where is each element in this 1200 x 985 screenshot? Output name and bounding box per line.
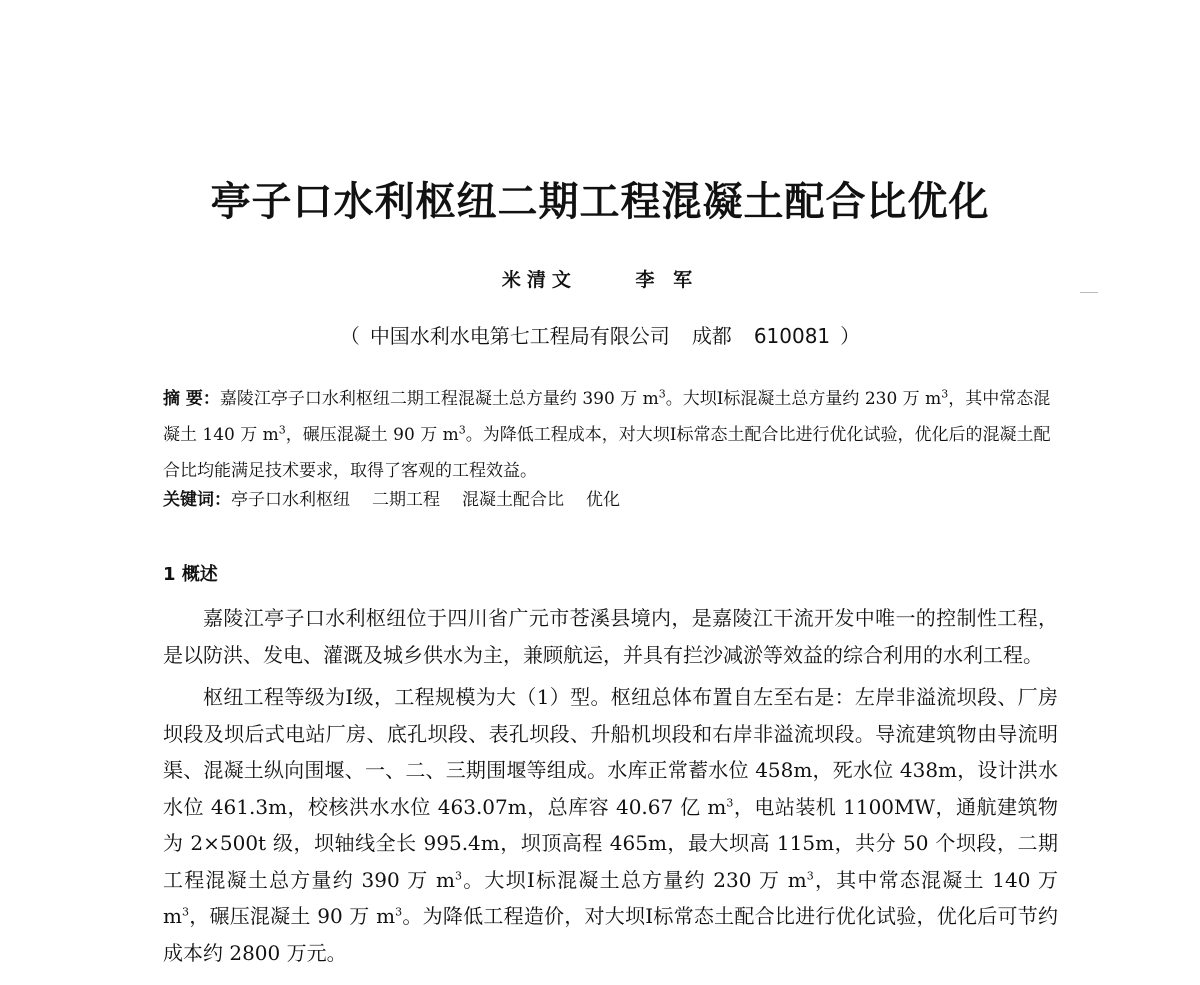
affiliation-postcode: 610081 <box>753 324 831 348</box>
paragraph-2-text-1: 枢纽工程等级为Ⅰ级，工程规模为大（1）型。枢纽总体布置自左至右是：左岸非溢流坝段、厂房坝段及坝后式电站厂房、底孔坝段、表孔坝段、升船机坝段和右岸非溢流坝段。导流建筑物由导流明渠、混凝土纵向围堰、一、二、三期围堰等组成。水库正常蓄水位 458m，死水位 438m，设计洪水水位 461.3m，校核洪水水位 463.07m，总库容 40.67 亿 m <box>163 685 1058 819</box>
sup-cubic: 3 <box>395 905 403 919</box>
paper-title: 亭子口水利枢纽二期工程混凝土配合比优化 <box>210 178 990 225</box>
keyword-3: 混凝土配合比 <box>462 490 564 510</box>
keywords <box>163 485 1058 515</box>
abstract-text-1: 嘉陵江亭子口水利枢纽二期工程混凝土总方量约 390 万 m <box>219 389 659 409</box>
sup-cubic: 3 <box>181 905 189 919</box>
abstract <box>163 381 1058 489</box>
paragraph-2-text-6: 。为降低工程造价，对大坝Ⅰ标常态土配合比进行优化试验，优化后可节约成本约 2800 万元。 <box>163 904 1058 965</box>
paragraph-2 <box>163 679 1058 971</box>
section-heading <box>163 560 218 586</box>
author-list <box>0 265 1200 292</box>
author-1: 米清文 <box>501 269 577 291</box>
keywords-label: 关键词： <box>163 490 231 510</box>
abstract-text-2: 。大坝Ⅰ标混凝土总方量约 230 万 m <box>665 389 942 409</box>
keyword-1: 亭子口水利枢纽 <box>231 490 350 510</box>
abstract-text-4: ，碾压混凝土 90 万 m <box>285 425 459 445</box>
affiliation-city: 成都 <box>691 324 732 348</box>
body-text <box>163 600 1058 977</box>
sup-cubic: 3 <box>726 795 734 809</box>
paragraph-2-text-4: ，其中常态混凝土 140 万 m <box>163 867 1058 928</box>
sup-cubic: 3 <box>458 423 466 437</box>
scan-smudge <box>1080 292 1098 293</box>
sup-cubic: 3 <box>455 868 462 882</box>
section-title: 概述 <box>181 564 218 585</box>
sup-cubic: 3 <box>278 423 286 437</box>
affiliation-close-paren: ） <box>840 324 861 348</box>
paragraph-2-text-5: ，碾压混凝土 90 万 m <box>188 904 396 928</box>
keyword-4: 优化 <box>586 490 620 510</box>
abstract-text-3: ，其中常态混凝土 140 万 m <box>163 389 1051 445</box>
section-number: 1 <box>163 564 176 585</box>
sup-cubic: 3 <box>806 868 814 882</box>
sup-cubic: 3 <box>941 387 949 401</box>
paragraph-2-text-2: ，电站装机 1100MW，通航建筑物为 2×500t 级，坝轴线全长 995.4m，坝顶高程 465m，最大坝高 115m，共分 50 个坝段，二期工程混凝土总方量约 390 万 m <box>163 794 1058 892</box>
abstract-text-5: 。为降低工程成本，对大坝Ⅰ标常态土配合比进行优化试验，优化后的混凝土配合比均能满足技术要求，取得了客观的工程效益。 <box>163 425 1051 481</box>
keyword-2: 二期工程 <box>372 490 440 510</box>
sup-cubic: 3 <box>658 387 666 401</box>
affiliation <box>0 320 1200 349</box>
paragraph-2-text-3: 。大坝Ⅰ标混凝土总方量约 230 万 m <box>462 867 807 892</box>
paragraph-1: 嘉陵江亭子口水利枢纽位于四川省广元市苍溪县境内，是嘉陵江干流开发中唯一的控制性工程，是以防洪、发电、灌溉及城乡供水为主，兼顾航运，并具有拦沙减淤等效益的综合利用的水利工程。 <box>163 606 1058 667</box>
author-2: 李 军 <box>635 269 699 291</box>
affiliation-org: 中国水利水电第七工程局有限公司 <box>369 324 670 348</box>
affiliation-open-paren: （ <box>339 324 360 348</box>
abstract-label: 摘 要： <box>163 389 220 409</box>
